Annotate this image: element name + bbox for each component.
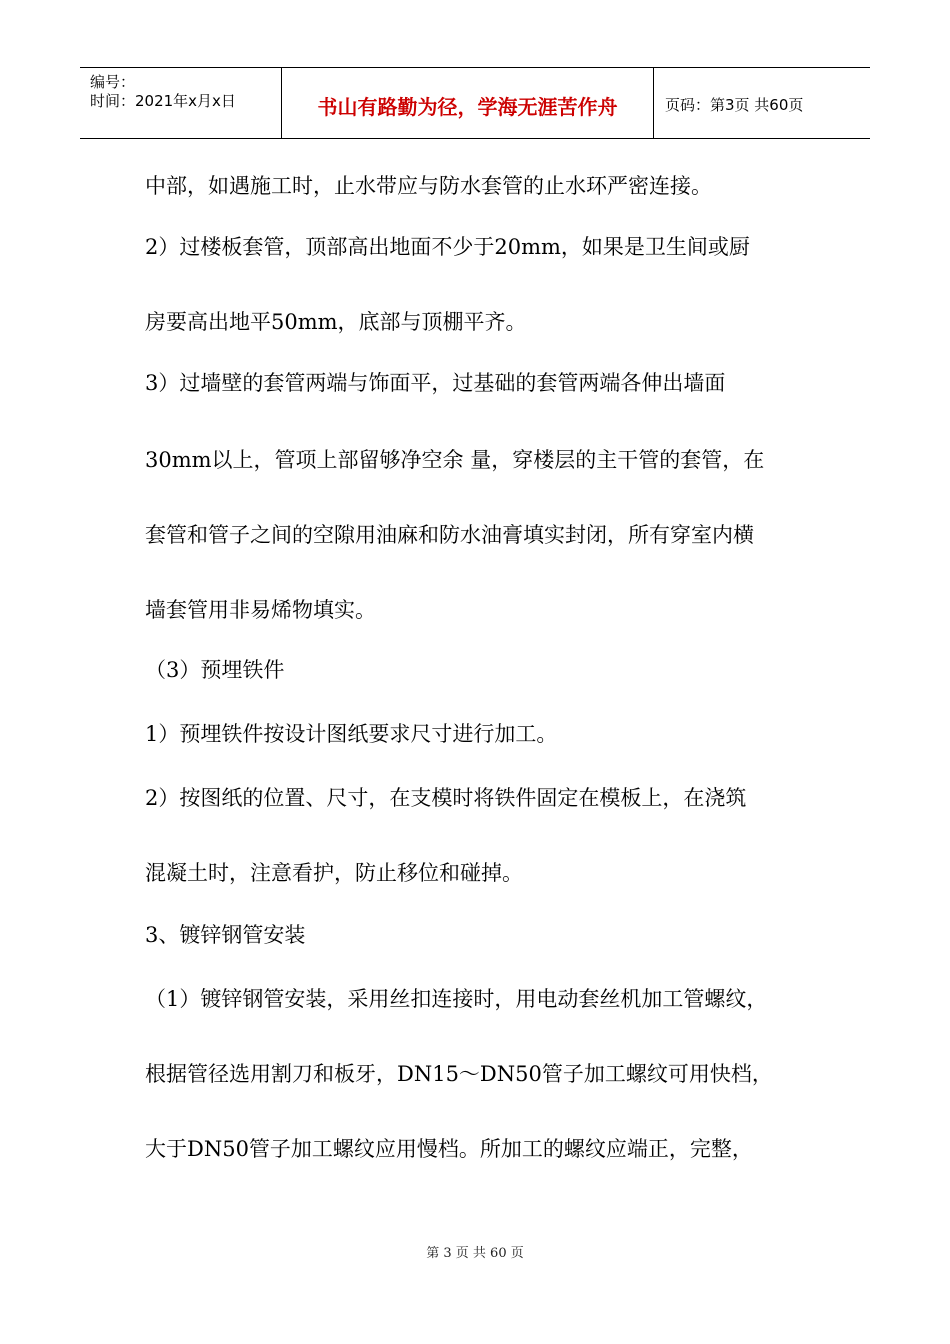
header-motto-cell bbox=[282, 68, 654, 138]
header-table bbox=[80, 67, 870, 139]
body-line: 3）过墙壁的套管两端与饰面平，过基础的套管两端各伸出墙面 bbox=[145, 371, 726, 395]
body-line: （1）镀锌钢管安装，采用丝扣连接时，用电动套丝机加工管螺纹， bbox=[145, 987, 768, 1011]
section-heading: 3、镀锌钢管安装 bbox=[145, 923, 306, 947]
number-label: 编号： bbox=[90, 73, 136, 91]
body-line: 房要高出地平50mm，底部与顶棚平齐。 bbox=[145, 310, 527, 334]
motto-text: 书山有路勤为径，学海无涯苦作舟 bbox=[317, 95, 618, 119]
section-heading: （3）预埋铁件 bbox=[145, 658, 285, 682]
body-line: 中部，如遇施工时，止水带应与防水套管的止水环严密连接。 bbox=[145, 174, 712, 198]
page-info: 页码：第3页 共60页 bbox=[665, 96, 804, 114]
header-left-cell bbox=[80, 68, 282, 138]
body-line: 2）过楼板套管，顶部高出地面不少于20mm，如果是卫生间或厨 bbox=[145, 235, 750, 259]
header-right-cell bbox=[655, 68, 870, 138]
body-line: 混凝土时，注意看护，防止移位和碰掉。 bbox=[145, 861, 523, 885]
body-line: 30mm以上，管项上部留够净空余 量，穿楼层的主干管的套管，在 bbox=[145, 448, 765, 472]
date-label: 时间：2021年x月x日 bbox=[90, 92, 236, 110]
body-line: 墙套管用非易烯物填实。 bbox=[145, 598, 376, 622]
page-footer: 第 3 页 共 60 页 bbox=[426, 1246, 524, 1261]
body-line: 大于DN50管子加工螺纹应用慢档。所加工的螺纹应端正，完整， bbox=[145, 1137, 753, 1161]
body-line: 1）预埋铁件按设计图纸要求尺寸进行加工。 bbox=[145, 722, 558, 746]
body-line: 2）按图纸的位置、尺寸，在支模时将铁件固定在模板上，在浇筑 bbox=[145, 786, 747, 810]
body-line: 套管和管子之间的空隙用油麻和防水油膏填实封闭，所有穿室内横 bbox=[145, 523, 754, 547]
body-line: 根据管径选用割刀和板牙，DN15～DN50管子加工螺纹可用快档， bbox=[145, 1062, 773, 1086]
